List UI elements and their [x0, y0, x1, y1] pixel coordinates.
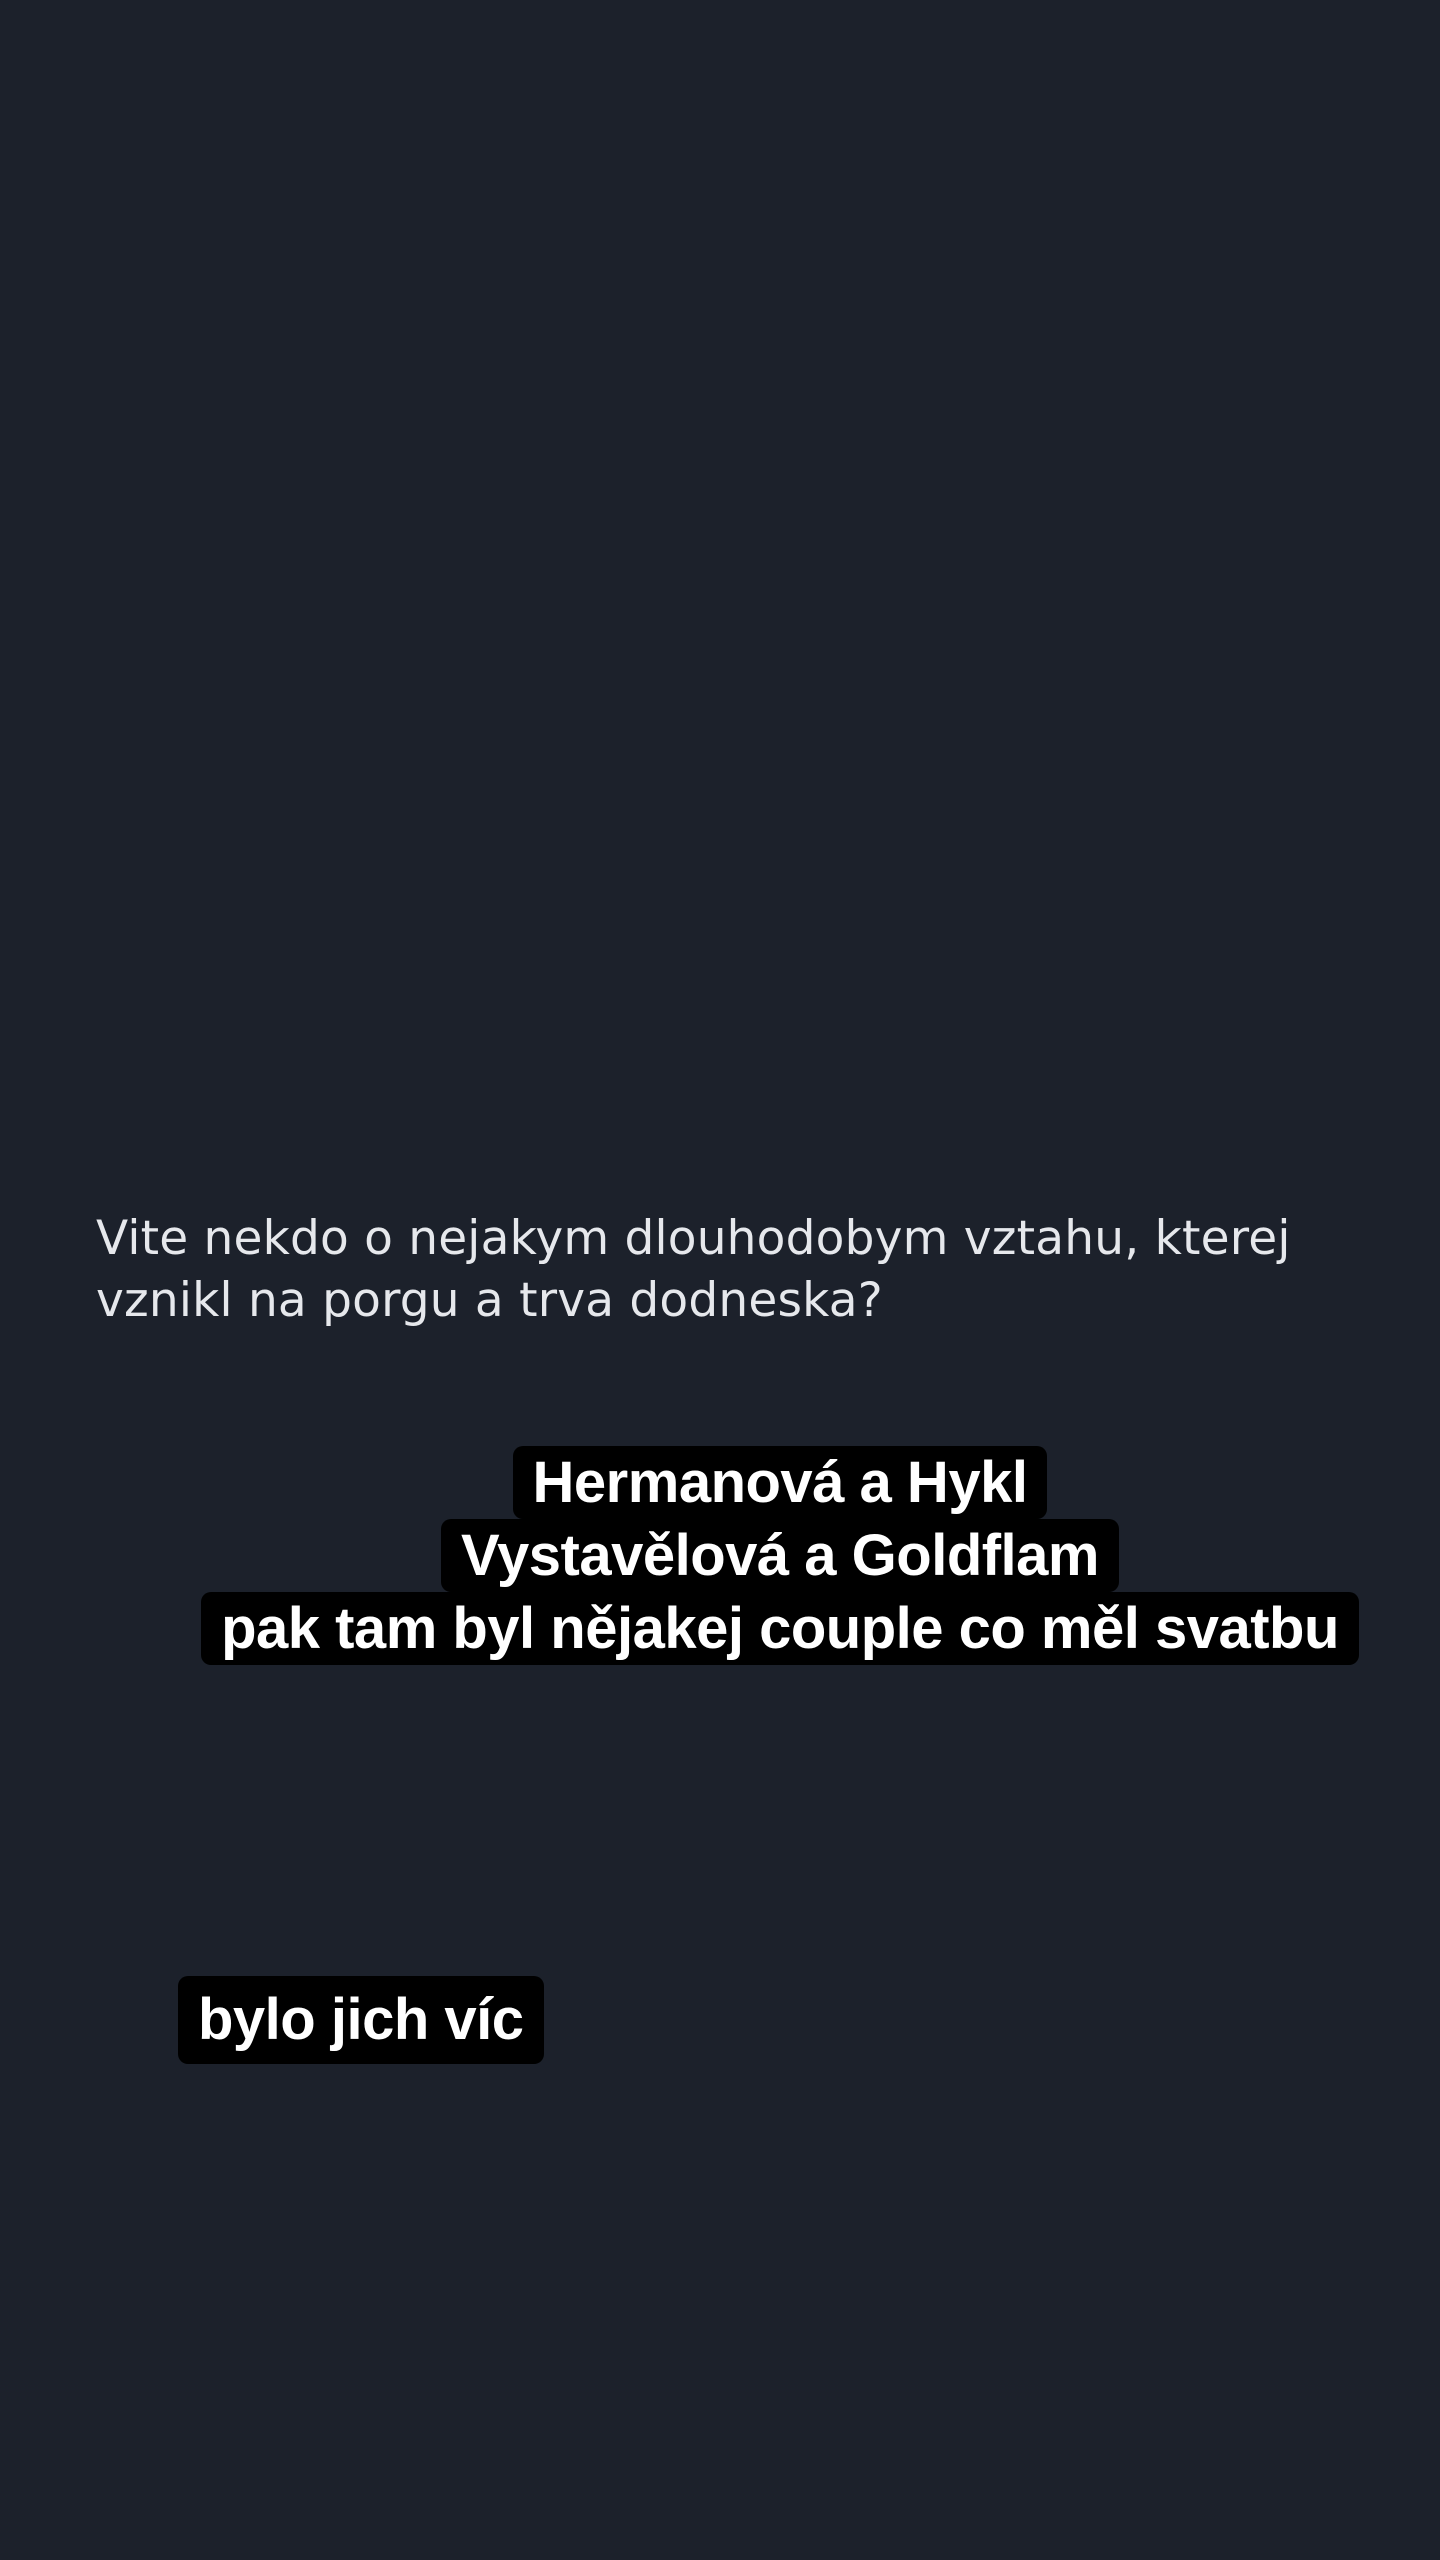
question-line-1: Vite nekdo o nejakym dlouhodobym vztahu, kterej: [96, 1211, 1291, 1266]
answer-line-1: Hermanová a Hykl: [513, 1446, 1048, 1519]
question-text: [96, 1208, 1346, 1332]
question-line-2: vznikl na porgu a trva dodneska?: [96, 1273, 883, 1328]
answer-text-sticker[interactable]: [150, 1446, 1410, 1665]
footnote-text-sticker[interactable]: bylo jich víc: [178, 1976, 544, 2064]
answer-line-3: pak tam byl nějakej couple co měl svatbu: [201, 1592, 1359, 1665]
answer-line-2: Vystavělová a Goldflam: [441, 1519, 1119, 1592]
